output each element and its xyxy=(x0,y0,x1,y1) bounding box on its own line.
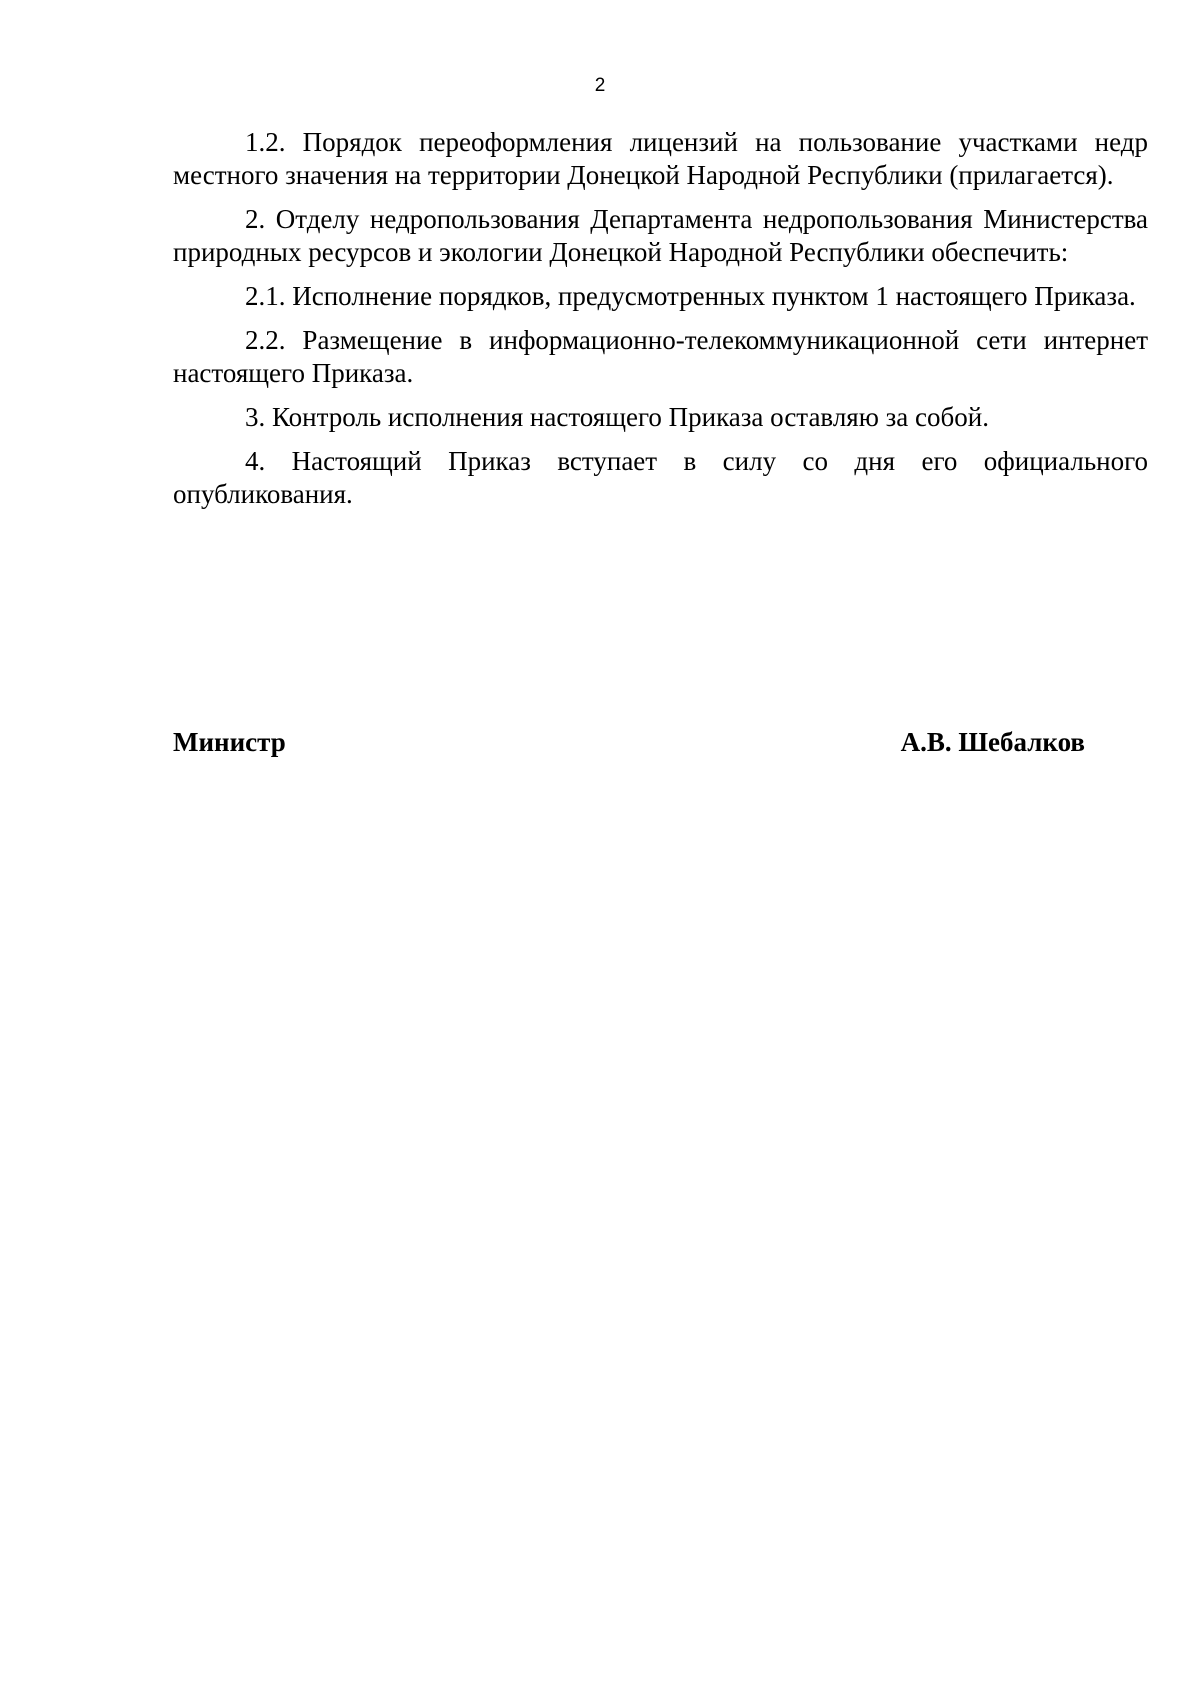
signature-block xyxy=(173,726,1085,759)
paragraph-1-2: 1.2. Порядок переоформления лицензий на пользование участками недр местного значения на территории Донецкой Народной Республики (прилагается). xyxy=(173,127,1148,190)
paragraph-3: 3. Контроль исполнения настоящего Приказа оставляю за собой. xyxy=(245,402,989,432)
page-number: 2 xyxy=(594,75,606,96)
document-body xyxy=(173,126,1148,522)
paragraph-2-2: 2.2. Размещение в информационно-телекоммуникационной сети интернет настоящего Приказа. xyxy=(173,325,1148,388)
signatory-position: Министр xyxy=(173,727,286,757)
paragraph-2: 2. Отделу недропользования Департамента недропользования Министерства природных ресурсов и экологии Донецкой Народной Республики обеспечить: xyxy=(173,204,1148,267)
signatory-name: А.В. Шебалков xyxy=(900,727,1085,757)
paragraph-4: 4. Настоящий Приказ вступает в силу со дня его официального опубликования. xyxy=(173,446,1148,509)
paragraph-2-1: 2.1. Исполнение порядков, предусмотренных пунктом 1 настоящего Приказа. xyxy=(245,281,1136,311)
